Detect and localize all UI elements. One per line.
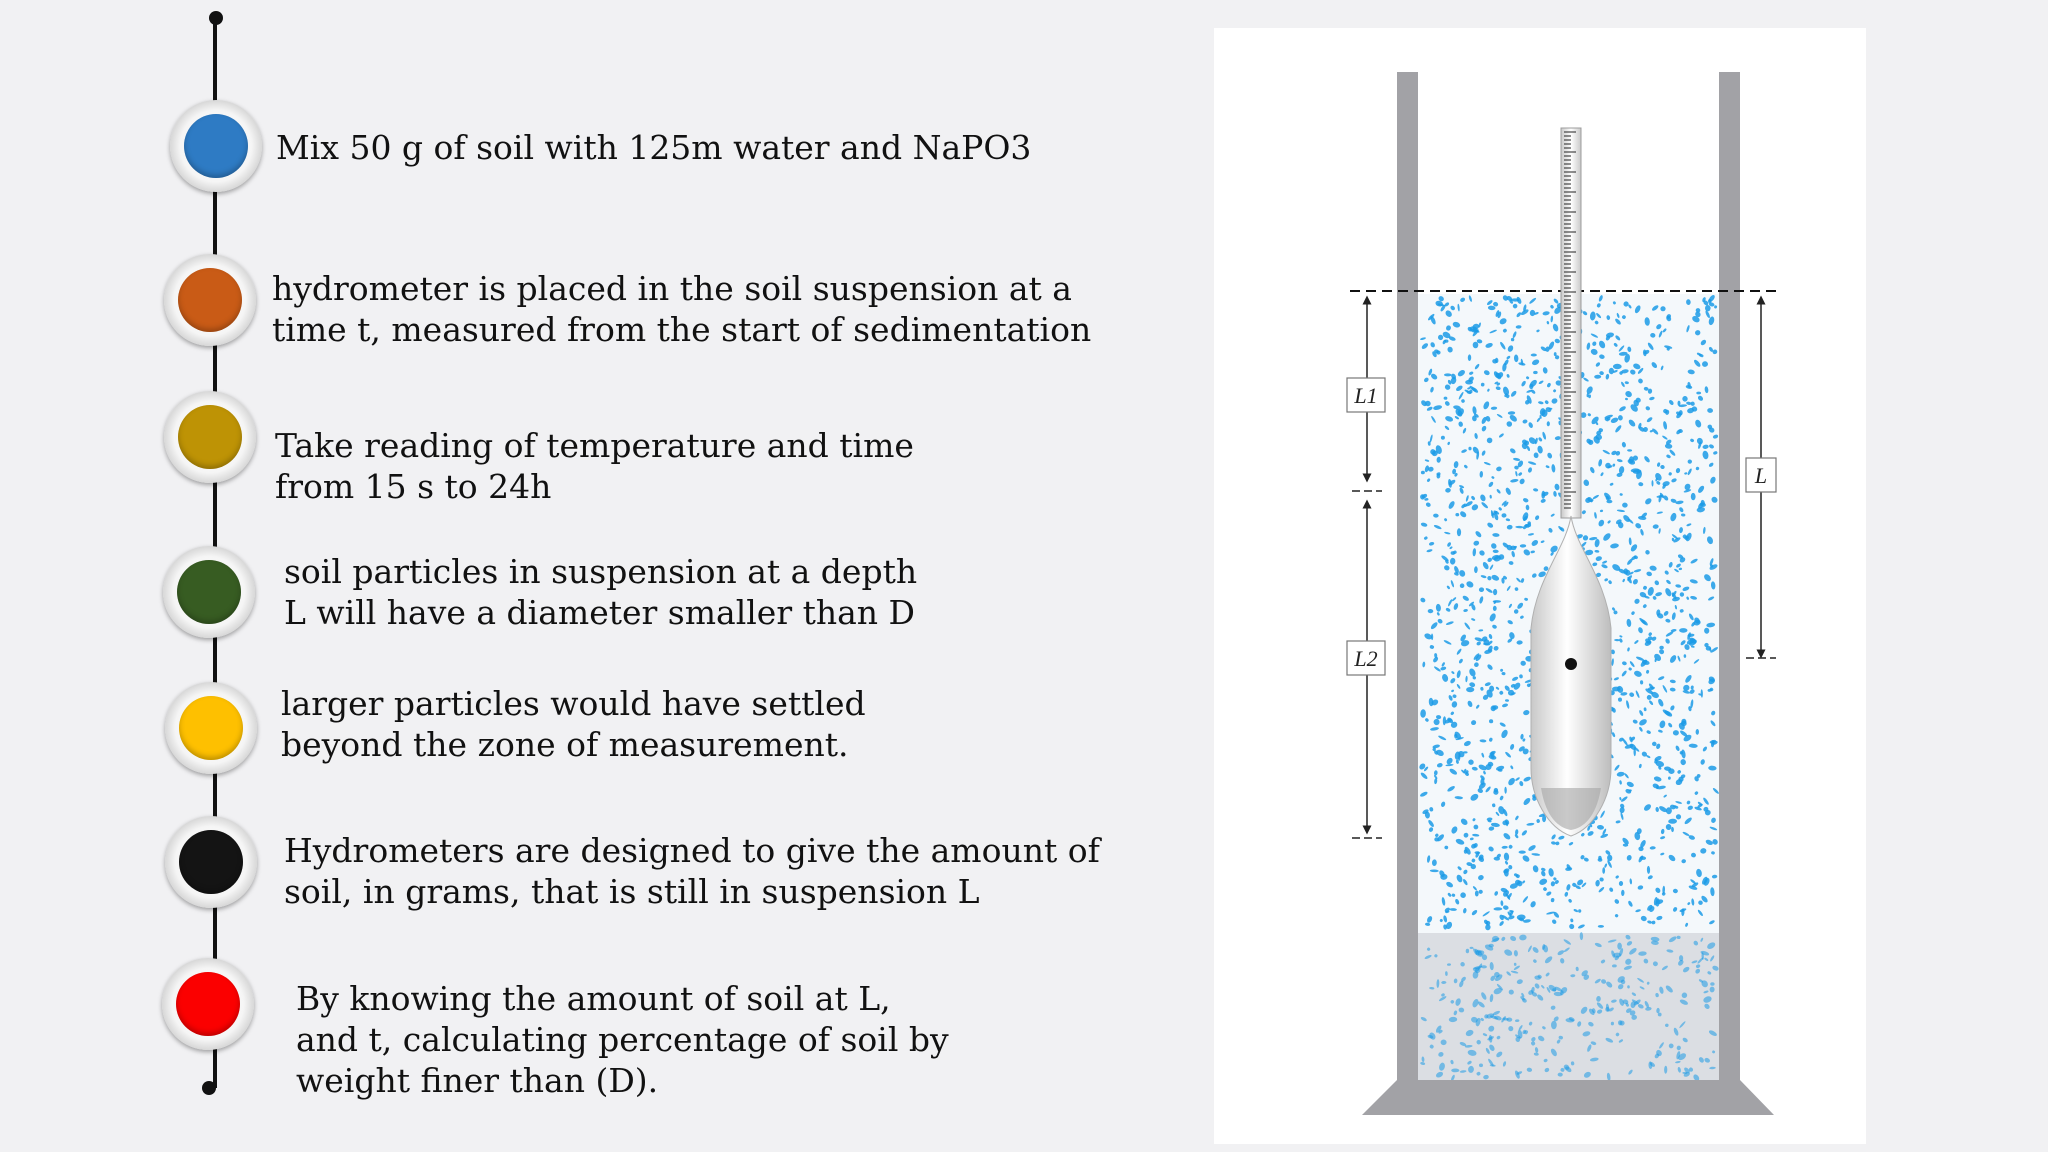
step-4-marker <box>163 546 255 638</box>
dimension-l2 <box>1347 504 1385 838</box>
suspension-particle <box>1598 925 1604 928</box>
step-5-text: larger particles would have settled beyond the zone of measurement. <box>281 684 866 764</box>
step-1-marker-fill <box>184 114 248 178</box>
step-7-marker <box>162 958 254 1050</box>
step-7-marker-fill <box>176 972 240 1036</box>
timeline-top-dot <box>209 11 223 25</box>
suspension-particle <box>1531 354 1537 357</box>
suspension-particle <box>1475 891 1479 897</box>
step-5-marker <box>165 682 257 774</box>
step-5-marker-fill <box>179 696 243 760</box>
l1-label: L1 <box>1354 383 1378 408</box>
step-1-text: Mix 50 g of soil with 125m water and NaPO3 <box>276 128 1032 167</box>
sediment-particle <box>1551 1021 1557 1030</box>
suspension-particle <box>1659 646 1663 650</box>
hydrometer-diagram-panel <box>1214 28 1866 1144</box>
step-6-marker <box>165 816 257 908</box>
hydrometer-diagram <box>1214 28 1866 1144</box>
step-3-text: Take reading of temperature and time from 15 s to 24h <box>275 426 914 506</box>
step-3-marker <box>164 391 256 483</box>
suspension-particle <box>1519 851 1526 854</box>
suspension-particle <box>1493 600 1501 603</box>
step-2-text: hydrometer is placed in the soil suspension at a time t, measured from the start of sedimentation <box>272 269 1092 349</box>
suspension-particle <box>1457 528 1461 536</box>
step-3-marker-fill <box>178 405 242 469</box>
step-6-marker-fill <box>179 830 243 894</box>
suspension-particle <box>1613 364 1622 369</box>
dimension-l1 <box>1347 300 1385 491</box>
step-7-text: By knowing the amount of soil at L, and t, calculating percentage of soil by weight finer than (D). <box>296 979 949 1100</box>
l2-label: L2 <box>1354 646 1378 671</box>
step-4-marker-fill <box>177 560 241 624</box>
cylinder-left-wall <box>1397 72 1418 1080</box>
sediment-particle <box>1710 982 1714 986</box>
suspension-particle <box>1612 687 1620 692</box>
step-2-marker-fill <box>178 268 242 332</box>
dimension-l <box>1746 300 1776 658</box>
suspension-particle <box>1679 628 1687 633</box>
sediment-particle <box>1441 1040 1447 1046</box>
step-2-marker <box>164 254 256 346</box>
step-6-text: Hydrometers are designed to give the amount of soil, in grams, that is still in suspension L <box>284 831 1100 911</box>
hydrometer-center-dot <box>1565 658 1577 670</box>
l-label: L <box>1754 463 1768 488</box>
suspension-particle <box>1660 306 1665 311</box>
step-4-text: soil particles in suspension at a depth L will have a diameter smaller than D <box>284 552 918 632</box>
suspension-particle <box>1463 751 1468 753</box>
cylinder-right-wall <box>1719 72 1740 1080</box>
timeline-bottom-dot <box>202 1081 216 1095</box>
cylinder-base <box>1362 1080 1774 1115</box>
settled-sediment <box>1418 933 1720 1080</box>
sediment-particle <box>1470 947 1474 949</box>
step-1-marker <box>170 100 262 192</box>
